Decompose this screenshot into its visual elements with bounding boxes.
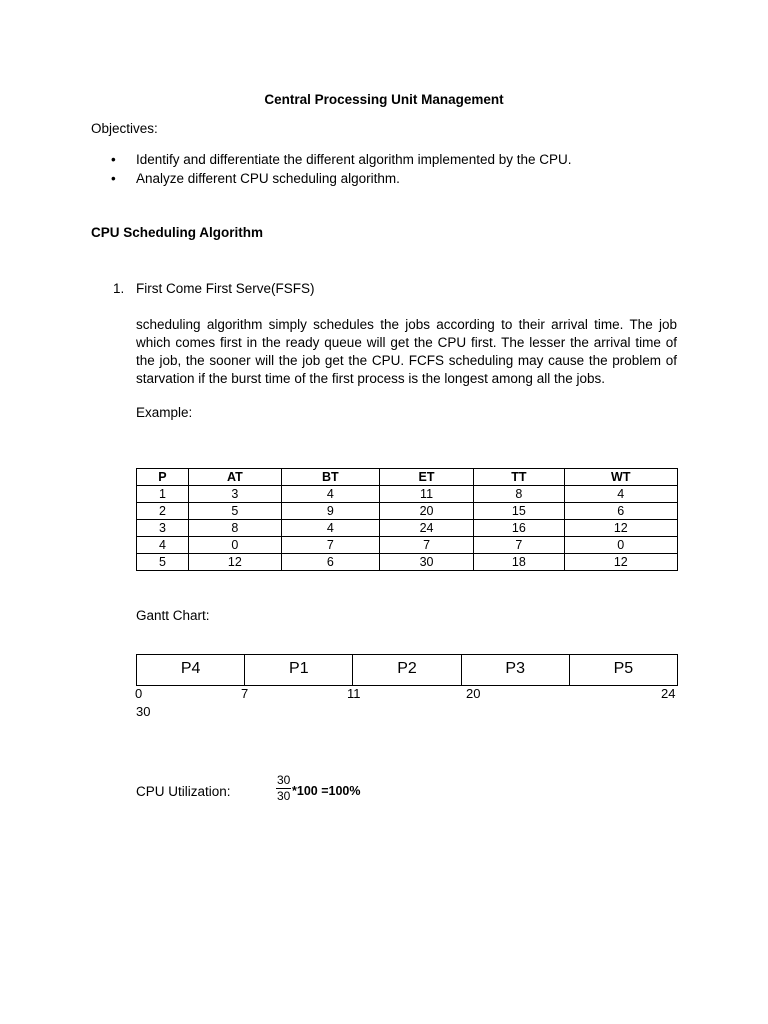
- table-cell: 4: [137, 537, 189, 554]
- column-header: BT: [281, 469, 379, 486]
- table-cell: 20: [379, 503, 473, 520]
- table-row: [137, 537, 678, 554]
- gantt-cell: P2: [353, 655, 461, 685]
- table-cell: 2: [137, 503, 189, 520]
- fraction-numerator: 30: [277, 773, 291, 787]
- gantt-tick: 30: [136, 704, 151, 719]
- gantt-cell: P1: [245, 655, 353, 685]
- table-cell: 8: [474, 486, 564, 503]
- table-cell: 9: [281, 503, 379, 520]
- table-cell: 24: [379, 520, 473, 537]
- column-header: WT: [564, 469, 677, 486]
- gantt-chart-label: Gantt Chart:: [136, 608, 210, 623]
- fraction-denominator: 30: [277, 789, 291, 803]
- algorithm-title: First Come First Serve(FSFS): [136, 281, 315, 296]
- section-heading: CPU Scheduling Algorithm: [91, 225, 263, 240]
- table-cell: 15: [474, 503, 564, 520]
- table-row: [137, 503, 678, 520]
- column-header: ET: [379, 469, 473, 486]
- table-cell: 1: [137, 486, 189, 503]
- utilization-fraction: [276, 773, 291, 804]
- table-cell: 7: [379, 537, 473, 554]
- objectives-label: Objectives:: [91, 121, 158, 136]
- objectives-list: [108, 150, 572, 188]
- table-cell: 0: [564, 537, 677, 554]
- table-row: [137, 554, 678, 571]
- objective-text: Analyze different CPU scheduling algorithm.: [136, 171, 400, 186]
- gantt-cell: P4: [137, 655, 245, 685]
- list-number: 1.: [113, 281, 125, 296]
- algorithm-description: scheduling algorithm simply schedules the jobs according to their arrival time. The job which comes first in the ready queue will get the CPU first. The lesser the arrival time of the job, the sooner will the job get the CPU. FCFS scheduling may cause the problem of starvation if the burst time of the first process is the longest among all the jobs.: [136, 317, 677, 386]
- objective-text: Identify and differentiate the different algorithm implemented by the CPU.: [136, 152, 572, 167]
- page-title: Central Processing Unit Management: [264, 92, 504, 107]
- cpu-utilization-label: CPU Utilization:: [136, 784, 231, 799]
- table-cell: 8: [188, 520, 281, 537]
- table-cell: 12: [188, 554, 281, 571]
- table-cell: 7: [474, 537, 564, 554]
- gantt-tick: 24: [661, 686, 676, 701]
- column-header: TT: [474, 469, 564, 486]
- bullet-icon: •: [111, 152, 116, 167]
- table-header-row: [137, 469, 678, 486]
- gantt-chart: [136, 654, 678, 686]
- table-cell: 18: [474, 554, 564, 571]
- table-cell: 12: [564, 554, 677, 571]
- table-cell: 6: [281, 554, 379, 571]
- gantt-tick: 7: [241, 686, 249, 701]
- gantt-tick: 20: [466, 686, 481, 701]
- gantt-cell: P5: [613, 660, 634, 677]
- table-cell: 11: [379, 486, 473, 503]
- table-cell: 5: [188, 503, 281, 520]
- column-header: AT: [188, 469, 281, 486]
- table-cell: 0: [188, 537, 281, 554]
- gantt-cell: P3: [462, 655, 570, 685]
- table-row: [137, 520, 678, 537]
- gantt-tick: 11: [347, 686, 361, 701]
- table-cell: 7: [281, 537, 379, 554]
- scheduling-table: [136, 468, 678, 571]
- table-cell: 16: [474, 520, 564, 537]
- table-cell: 4: [281, 520, 379, 537]
- utilization-result: *100 =100%: [292, 784, 361, 798]
- table-cell: 6: [564, 503, 677, 520]
- gantt-tick: 0: [135, 686, 143, 701]
- table-cell: 4: [564, 486, 677, 503]
- table-cell: 3: [137, 520, 189, 537]
- table-cell: 12: [564, 520, 677, 537]
- table-cell: 3: [188, 486, 281, 503]
- example-label: Example:: [136, 405, 193, 420]
- list-item: [108, 169, 572, 188]
- column-header: P: [137, 469, 189, 486]
- table-cell: 30: [379, 554, 473, 571]
- list-item: [108, 150, 572, 169]
- table-cell: 5: [137, 554, 189, 571]
- table-cell: 4: [281, 486, 379, 503]
- table-row: [137, 486, 678, 503]
- bullet-icon: •: [111, 171, 116, 186]
